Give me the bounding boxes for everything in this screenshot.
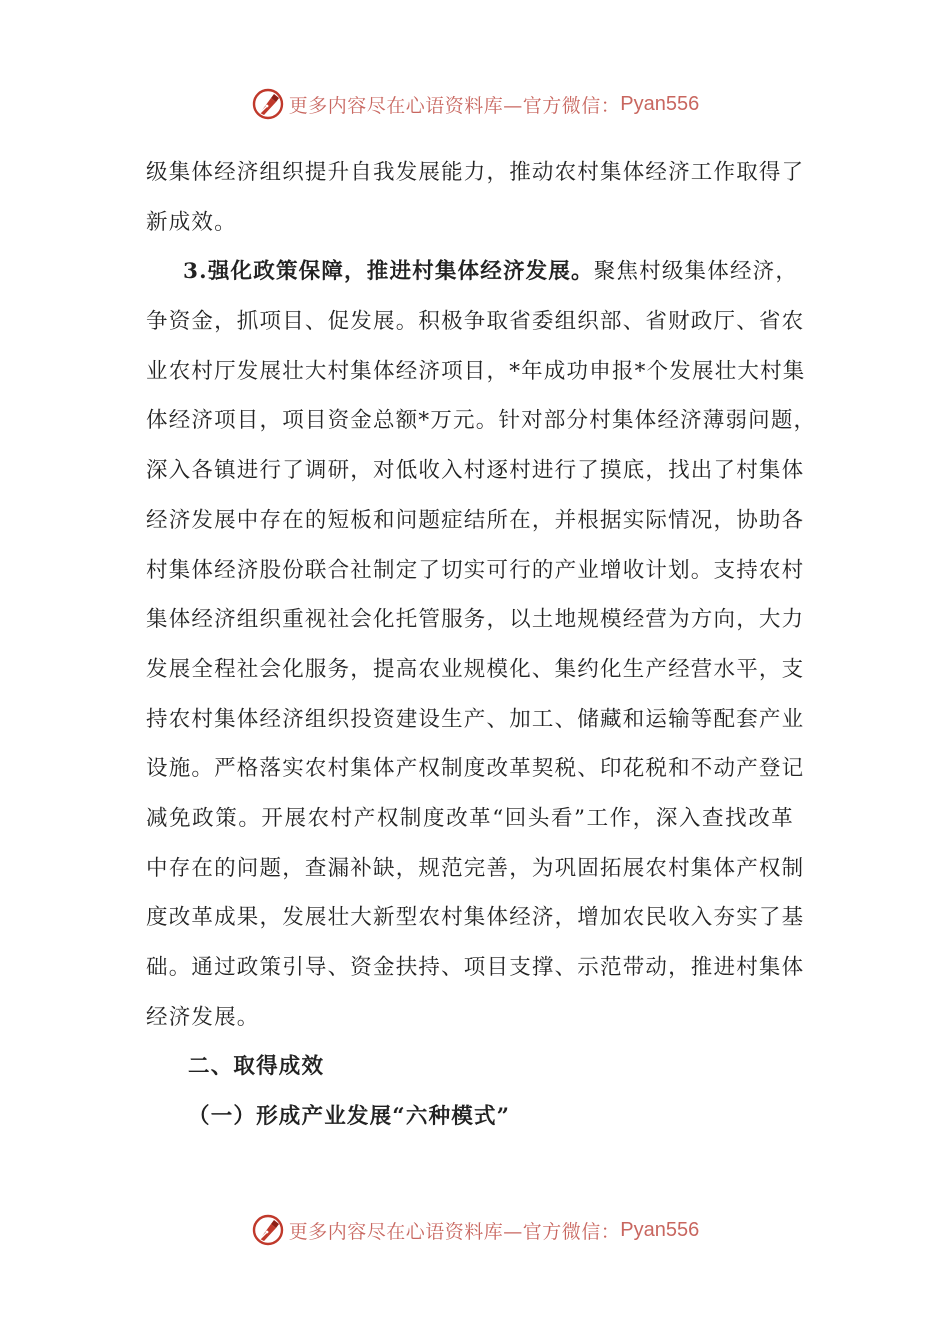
footer-watermark (0, 1210, 950, 1250)
paragraph-line: 经济发展中存在的短板和问题症结所在，并根据实际情况，协助各 (146, 507, 805, 533)
paragraph-line: 度改革成果，发展壮大新型农村集体经济，增加农民收入夯实了基 (146, 905, 805, 931)
paragraph-line: 级集体经济组织提升自我发展能力，推动农村集体经济工作取得了 (146, 160, 805, 185)
paragraph-line: 新成效。 (146, 209, 237, 235)
watermark-wechat-id: Pyan556 (620, 1218, 700, 1241)
pen-nib-icon (251, 1213, 285, 1247)
subsection-heading: （一）形成产业发展“六种模式” (188, 1104, 511, 1130)
pen-nib-icon (251, 87, 285, 121)
paragraph-line: 发展全程社会化服务，提高农业规模化、集约化生产经营水平，支 (146, 656, 805, 682)
paragraph-3-first-line (146, 247, 799, 297)
paragraph-line: 体经济项目，项目资金总额*万元。针对部分村集体经济薄弱问题， (146, 408, 817, 434)
paragraph-line: 深入各镇进行了调研，对低收入村逐村进行了摸底，找出了村集体 (146, 458, 805, 484)
document-body (146, 148, 817, 1142)
paragraph-line: 村集体经济股份联合社制定了切实可行的产业增收计划。支持农村 (146, 557, 805, 583)
watermark-text: 更多内容尽在心语资料库—官方微信： (288, 94, 621, 117)
paragraph-line: 集体经济组织重视社会化托管服务，以土地规模经营为方向，大力 (146, 607, 805, 633)
paragraph-line: 础。通过政策引导、资金扶持、项目支撑、示范带动，推进村集体 (146, 955, 805, 980)
paragraph-line: 争资金，抓项目、促发展。积极争取省委组织部、省财政厅、省农 (146, 309, 805, 335)
watermark-wechat-id: Pyan556 (620, 92, 700, 115)
watermark-text: 更多内容尽在心语资料库—官方微信： (288, 1220, 621, 1243)
paragraph-line: 经济发展。 (146, 1004, 260, 1030)
paragraph-line: 业农村厅发展壮大村集体经济项目，*年成功申报*个发展壮大村集 (146, 358, 806, 384)
paragraph-line: 中存在的问题，查漏补缺，规范完善，为巩固拓展农村集体产权制 (146, 855, 805, 881)
paragraph-line: 减免政策。开展农村产权制度改革“回头看”工作，深入查找改革 (146, 805, 794, 831)
section-heading: 二、取得成效 (188, 1054, 325, 1080)
header-watermark (0, 84, 950, 124)
paragraph-line: 持农村集体经济组织投资建设生产、加工、储藏和运输等配套产业 (146, 706, 805, 732)
paragraph-3-heading: 3.强化政策保障，推进村集体经济发展。 (183, 259, 594, 285)
paragraph-line: 设施。严格落实农村集体产权制度改革契税、印花税和不动产登记 (146, 756, 805, 782)
paragraph-line-tail: 聚焦村级集体经济， (593, 259, 799, 285)
